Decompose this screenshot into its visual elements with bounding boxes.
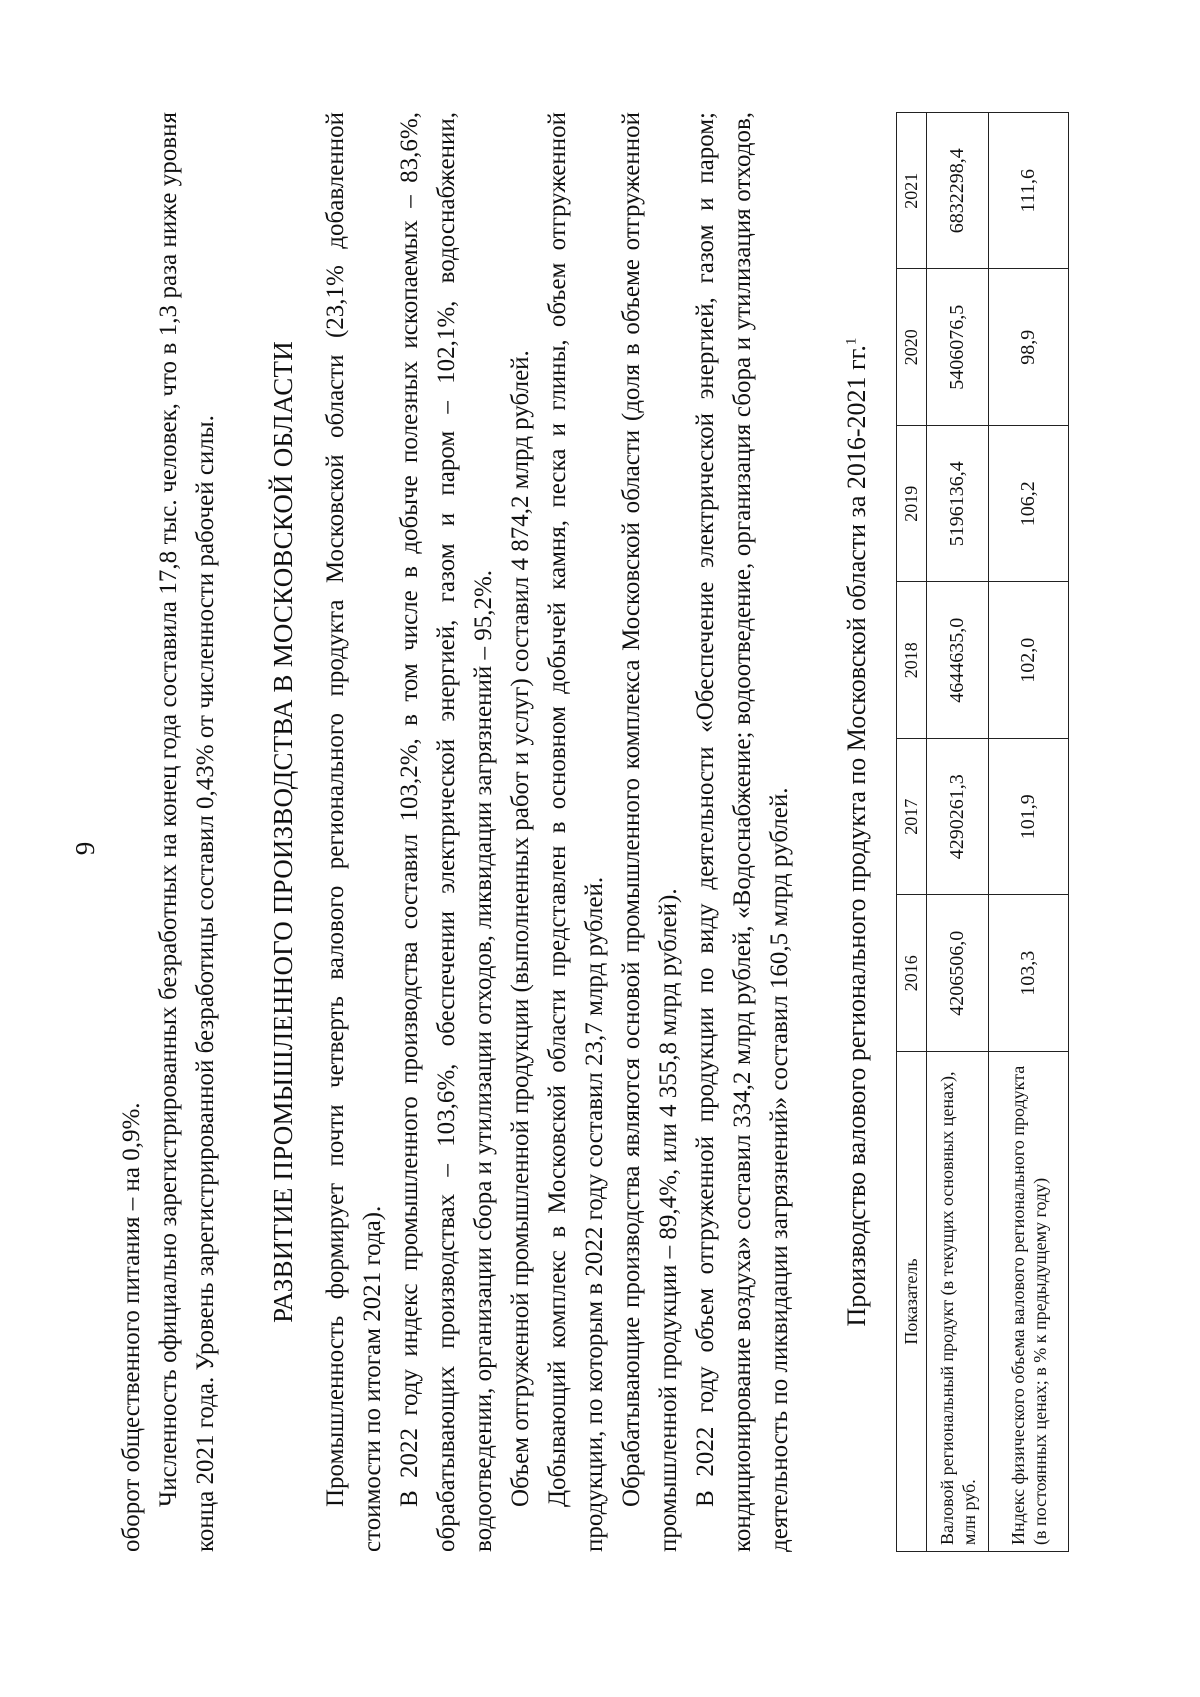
table-cell: 102,0: [989, 582, 1069, 739]
paragraph-utilities: В 2022 году объем отгруженной продукции по виду деятельности «Обеспечение электрической энергией, газом и паром; кондиционирование воздуха» составил 334,2 млрд рублей, «Водоснабжение; водоотведение, организация сбора и утилизация отходов, деятельность по ликвидации загрязнений» составил 160,5 млрд рублей.: [692, 112, 793, 1552]
table-cell: 111,6: [989, 113, 1069, 270]
footnote-marker: 1: [843, 337, 860, 346]
table-cell: 4206506,0: [927, 895, 989, 1052]
table-cell: 5196136,4: [927, 426, 989, 583]
paragraph-continuation: оборот общественного питания – на 0,9%.: [118, 1102, 145, 1552]
paragraph-shipped-volume: Объем отгруженной промышленной продукции (выполненных работ и услуг) составил 4 874,2 млрд рублей.: [507, 350, 534, 1507]
table-cell: 103,3: [989, 895, 1069, 1052]
table-cell: 6832298,4: [927, 113, 989, 270]
header-year: 2021: [897, 113, 927, 270]
table-cell: 101,9: [989, 739, 1069, 896]
table-header-row: [897, 113, 927, 1552]
header-year: 2018: [897, 582, 927, 739]
table-title-text: Производство валового регионального продукта по Московской области за 2016-2021 гг.: [842, 345, 871, 1327]
paragraph-industry-share: Промышленность формирует почти четверть валового регионального продукта Московской области (23,1% добавленной стоимости по итогам 2021 года).: [322, 112, 386, 1552]
paragraph-manufacturing: Обрабатывающие производства являются основой промышленного комплекса Московской области (доля в объеме отгруженной промышленной продукции – 89,4%, или 4 355,8 млрд рублей).: [618, 112, 682, 1552]
table-cell: 106,2: [989, 426, 1069, 583]
table-cell: 98,9: [989, 269, 1069, 426]
header-year: 2017: [897, 739, 927, 896]
header-indicator: Показатель: [897, 1052, 927, 1552]
paragraph-production-index: В 2022 году индекс промышленного производства составил 103,2%, в том числе в добыче полезных ископаемых – 83,6%, обрабатывающих производствах – 103,6%, обеспечении электрической энергией, газом и паром – 102,1%, водоснабжении, водоотведении, организации сбора и утилизации отходов, ликвидации загрязнений – 95,2%.: [396, 112, 497, 1552]
grp-table: [896, 112, 1069, 1552]
section-heading: РАЗВИТИЕ ПРОМЫШЛЕННОГО ПРОИЗВОДСТВА В МОСКОВСКОЙ ОБЛАСТИ: [268, 341, 298, 1323]
table-cell: 4290261,3: [927, 739, 989, 896]
header-year: 2016: [897, 895, 927, 1052]
table-cell: 5406076,5: [927, 269, 989, 426]
row-label: Валовой региональный продукт (в текущих основных ценах), млн руб.: [927, 1052, 989, 1552]
table-row: [927, 113, 989, 1552]
table-title: [842, 112, 872, 1552]
paragraph-unemployment: Численность официально зарегистрированных безработных на конец года составила 17,8 тыс. человек, что в 1,3 раза ниже уровня конца 2021 года. Уровень зарегистрированной безработицы составил 0,43% от численности рабочей силы.: [155, 112, 219, 1552]
table-cell: 4644635,0: [927, 582, 989, 739]
paragraph-mining: Добывающий комплекс в Московской области представлен в основном добычей камня, песка и глины, объем отгруженной продукции, по которым в 2022 году составил 23,7 млрд рублей.: [544, 112, 608, 1552]
page-number: 9: [70, 841, 100, 856]
document-body: [113, 112, 1069, 1552]
header-year: 2020: [897, 269, 927, 426]
row-label: Индекс физического объема валового регионального продукта (в постоянных ценах; в % к предыдущему году): [989, 1052, 1069, 1552]
table-row: [989, 113, 1069, 1552]
header-year: 2019: [897, 426, 927, 583]
